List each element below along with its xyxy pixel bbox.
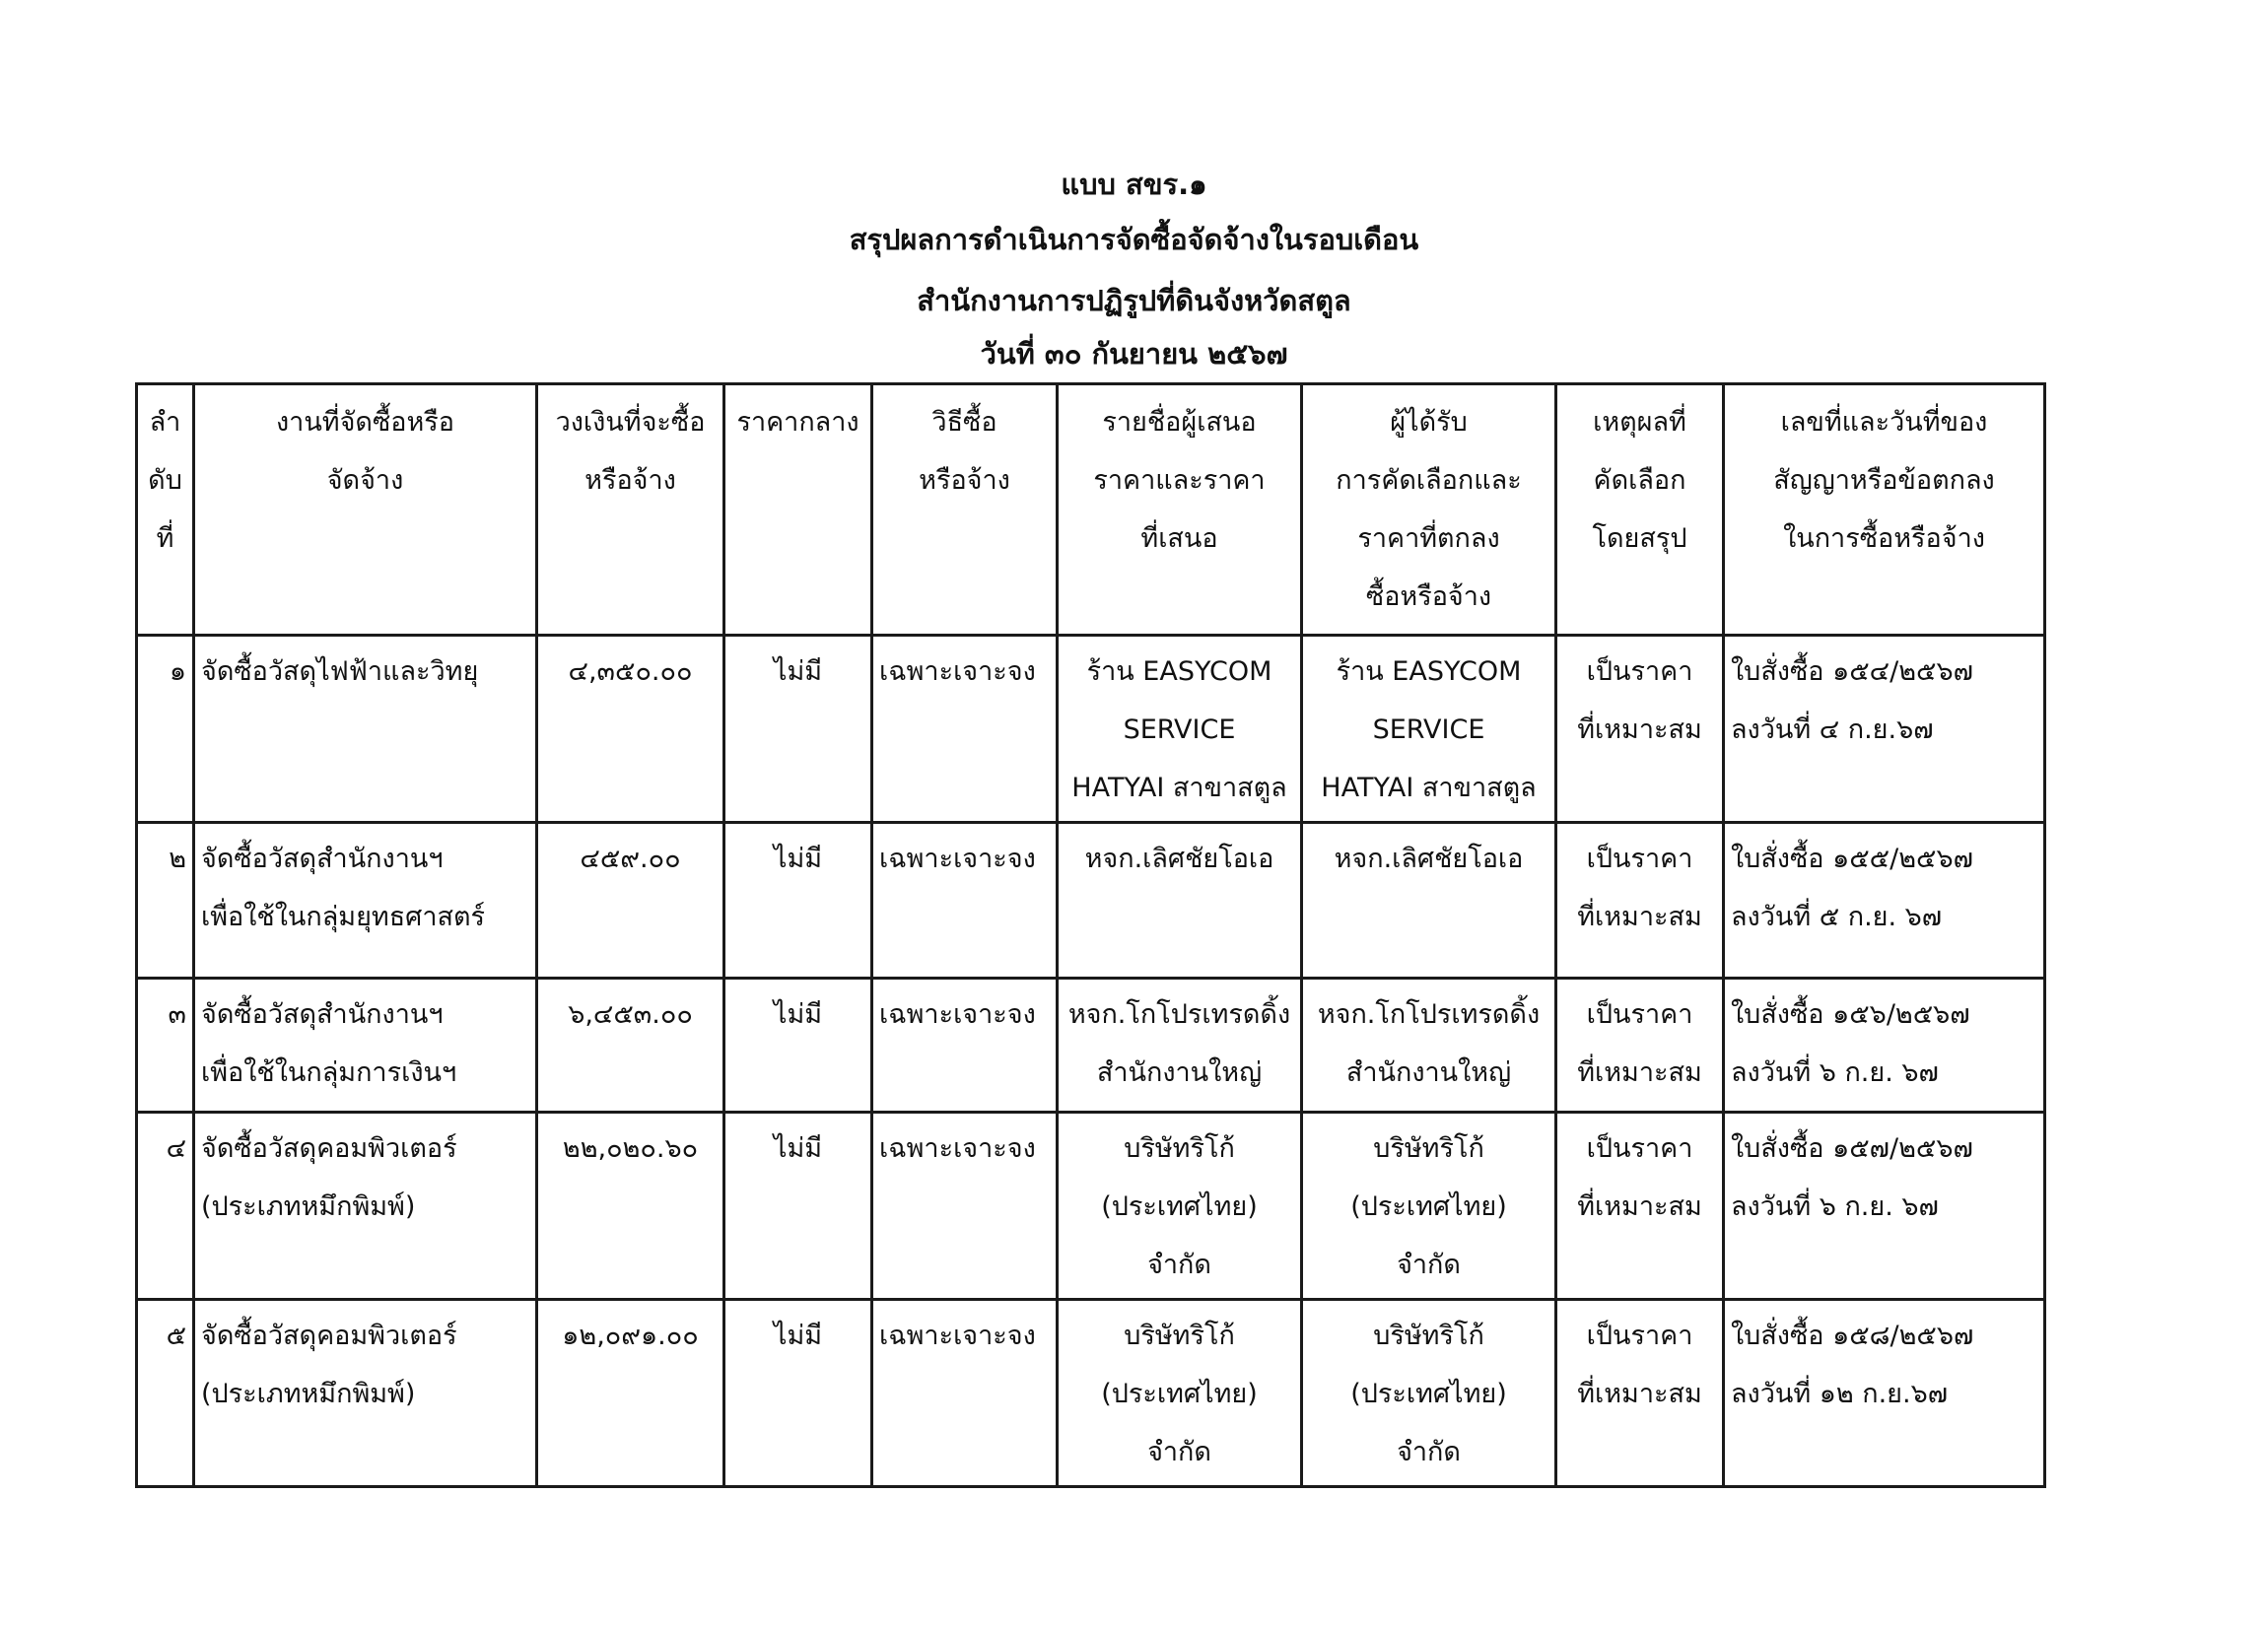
selected-vendor	[1302, 823, 1556, 979]
cell-line: (ประเทศไทย)	[1350, 1379, 1507, 1409]
cell-line: วงเงินที่จะซื้อ	[555, 407, 706, 438]
column-header-reason	[1556, 384, 1724, 636]
cell-line: (ประเทศไทย)	[1101, 1191, 1258, 1222]
cell-line: SERVICE	[1123, 714, 1236, 745]
document-date: วันที่ ๓๐ กันยายน ๒๕๖๗	[980, 337, 1288, 371]
cell-line: ลงวันที่ ๕ ก.ย. ๖๗	[1731, 902, 1943, 932]
cell-line: จัดซื้อวัสดุสำนักงานฯ	[201, 999, 444, 1030]
column-header-median-price	[724, 384, 872, 636]
cell-line: ดับ	[148, 465, 182, 496]
cell-line: ลำ	[149, 407, 181, 438]
selection-reason	[1556, 979, 1724, 1113]
cell-line: จัดซื้อวัสดุไฟฟ้าและวิทยุ	[201, 656, 479, 687]
cell-line: ใบสั่งซื้อ ๑๕๘/๒๕๖๗	[1731, 1321, 1974, 1351]
cell-line: หรือจ้าง	[919, 465, 1010, 496]
item-description	[194, 1113, 537, 1300]
cell-line: ร้าน EASYCOM	[1086, 656, 1272, 687]
cell-line: เป็นราคา	[1586, 656, 1693, 687]
cell-line: จัดซื้อวัสดุสำนักงานฯ	[201, 844, 444, 874]
cell-line: (ประเภทหมึกพิมพ์)	[201, 1379, 416, 1409]
cell-line: HATYAI สาขาสตูล	[1071, 773, 1287, 803]
cell-line: ที่เสนอ	[1140, 523, 1218, 554]
bidders	[1058, 636, 1302, 823]
cell-line: จำกัด	[1397, 1250, 1461, 1280]
selected-vendor	[1302, 636, 1556, 823]
median-price: ไม่มี	[724, 979, 872, 1113]
column-header-no	[137, 384, 194, 636]
contract-reference	[1724, 636, 2045, 823]
cell-line: หจก.โกโปรเทรดดิ้ง	[1067, 999, 1291, 1030]
cell-line: ลงวันที่ ๔ ก.ย.๖๗	[1731, 714, 1934, 745]
cell-line: ในการซื้อหรือจ้าง	[1783, 523, 1985, 554]
row-number: ๔	[137, 1113, 194, 1300]
cell-line: ใบสั่งซื้อ ๑๕๕/๒๕๖๗	[1731, 844, 1973, 874]
cell-line: สำนักงานใหญ่	[1096, 1057, 1263, 1088]
median-price: ไม่มี	[724, 636, 872, 823]
row-number: ๕	[137, 1300, 194, 1487]
budget-amount: ๔,๓๕๐.๐๐	[537, 636, 724, 823]
cell-line: ผู้ได้รับ	[1390, 407, 1468, 438]
table-row	[137, 823, 2045, 979]
cell-line: งานที่จัดซื้อหรือ	[275, 407, 454, 438]
cell-line: เหตุผลที่	[1593, 407, 1686, 438]
budget-amount: ๒๒,๐๒๐.๖๐	[537, 1113, 724, 1300]
cell-line: ราคาและราคา	[1093, 465, 1266, 496]
table-row	[137, 1300, 2045, 1487]
budget-amount: ๖,๔๕๓.๐๐	[537, 979, 724, 1113]
cell-line: เป็นราคา	[1586, 999, 1693, 1030]
cell-line: จัดจ้าง	[326, 465, 404, 496]
cell-line: การคัดเลือกและ	[1336, 465, 1522, 496]
item-description	[194, 1300, 537, 1487]
table-header-row	[137, 384, 2045, 636]
cell-line: เป็นราคา	[1586, 1133, 1693, 1164]
cell-line: (ประเภทหมึกพิมพ์)	[201, 1191, 416, 1222]
cell-line: (ประเทศไทย)	[1101, 1379, 1258, 1409]
budget-amount: ๑๒,๐๙๑.๐๐	[537, 1300, 724, 1487]
procurement-method: เฉพาะเจาะจง	[872, 636, 1058, 823]
procurement-method: เฉพาะเจาะจง	[872, 1300, 1058, 1487]
cell-line: เป็นราคา	[1586, 1321, 1693, 1351]
agency-name: สำนักงานการปฏิรูปที่ดินจังหวัดสตูล	[917, 284, 1351, 317]
row-number: ๓	[137, 979, 194, 1113]
column-header-budget	[537, 384, 724, 636]
cell-line: ใบสั่งซื้อ ๑๕๗/๒๕๖๗	[1731, 1133, 1973, 1164]
cell-line: ลงวันที่ ๖ ก.ย. ๖๗	[1731, 1057, 1939, 1088]
cell-line: ใบสั่งซื้อ ๑๕๔/๒๕๖๗	[1731, 656, 1973, 687]
cell-line: ลงวันที่ ๑๒ ก.ย.๖๗	[1731, 1379, 1949, 1409]
cell-line: ร้าน EASYCOM	[1336, 656, 1522, 687]
cell-line: ซื้อหรือจ้าง	[1365, 581, 1492, 612]
cell-line: สัญญาหรือข้อตกลง	[1773, 465, 1995, 496]
cell-line: เพื่อใช้ในกลุ่มการเงินฯ	[201, 1057, 457, 1088]
selected-vendor	[1302, 1300, 1556, 1487]
cell-line: โดยสรุป	[1592, 523, 1687, 554]
cell-line: จำกัด	[1147, 1250, 1211, 1280]
procurement-table	[135, 382, 2046, 1488]
cell-line: บริษัทริโก้	[1124, 1133, 1235, 1164]
cell-line: เลขที่และวันที่ของ	[1780, 407, 1988, 438]
selection-reason	[1556, 1300, 1724, 1487]
cell-line: (ประเทศไทย)	[1350, 1191, 1507, 1222]
selected-vendor	[1302, 1113, 1556, 1300]
column-header-winner	[1302, 384, 1556, 636]
cell-line: ที่เหมาะสม	[1577, 1057, 1702, 1088]
row-number: ๑	[137, 636, 194, 823]
median-price: ไม่มี	[724, 1300, 872, 1487]
budget-amount: ๔๕๙.๐๐	[537, 823, 724, 979]
cell-line: คัดเลือก	[1593, 465, 1686, 496]
contract-reference	[1724, 979, 2045, 1113]
cell-line: เป็นราคา	[1586, 844, 1693, 874]
cell-line: HATYAI สาขาสตูล	[1321, 773, 1537, 803]
contract-reference	[1724, 1300, 2045, 1487]
cell-line: ราคากลาง	[736, 407, 859, 438]
cell-line: บริษัทริโก้	[1124, 1321, 1235, 1351]
procurement-method: เฉพาะเจาะจง	[872, 823, 1058, 979]
cell-line: ที่เหมาะสม	[1577, 714, 1702, 745]
cell-line: รายชื่อผู้เสนอ	[1102, 407, 1257, 438]
column-header-bidders	[1058, 384, 1302, 636]
cell-line: สำนักงานใหญ่	[1345, 1057, 1512, 1088]
cell-line: จำกัด	[1397, 1437, 1461, 1467]
cell-line: จัดซื้อวัสดุคอมพิวเตอร์	[201, 1133, 457, 1164]
bidders	[1058, 823, 1302, 979]
table-row	[137, 979, 2045, 1113]
procurement-method: เฉพาะเจาะจง	[872, 1113, 1058, 1300]
contract-reference	[1724, 1113, 2045, 1300]
cell-line: ลงวันที่ ๖ ก.ย. ๖๗	[1731, 1191, 1939, 1222]
cell-line: วิธีซื้อ	[931, 407, 997, 438]
cell-line: ใบสั่งซื้อ ๑๕๖/๒๕๖๗	[1731, 999, 1970, 1030]
form-code: แบบ สขร.๑	[1061, 168, 1207, 201]
selection-reason	[1556, 636, 1724, 823]
median-price: ไม่มี	[724, 823, 872, 979]
cell-line: หจก.เลิศชัยโอเอ	[1084, 844, 1274, 874]
contract-reference	[1724, 823, 2045, 979]
bidders	[1058, 1300, 1302, 1487]
item-description	[194, 636, 537, 823]
cell-line: บริษัทริโก้	[1373, 1321, 1484, 1351]
column-header-contract	[1724, 384, 2045, 636]
cell-line: จำกัด	[1147, 1437, 1211, 1467]
bidders	[1058, 1113, 1302, 1300]
document-title: สรุปผลการดำเนินการจัดซื้อจัดจ้างในรอบเดือน	[849, 223, 1419, 256]
cell-line: หจก.เลิศชัยโอเอ	[1334, 844, 1524, 874]
cell-line: หจก.โกโปรเทรดดิ้ง	[1317, 999, 1541, 1030]
cell-line: ที่เหมาะสม	[1577, 1379, 1702, 1409]
item-description	[194, 823, 537, 979]
cell-line: ราคาที่ตกลง	[1357, 523, 1500, 554]
row-number: ๒	[137, 823, 194, 979]
table-row	[137, 1113, 2045, 1300]
selection-reason	[1556, 1113, 1724, 1300]
procurement-method: เฉพาะเจาะจง	[872, 979, 1058, 1113]
cell-line: จัดซื้อวัสดุคอมพิวเตอร์	[201, 1321, 457, 1351]
cell-line: SERVICE	[1372, 714, 1485, 745]
cell-line: บริษัทริโก้	[1373, 1133, 1484, 1164]
cell-line: หรือจ้าง	[584, 465, 676, 496]
cell-line: เพื่อใช้ในกลุ่มยุทธศาสตร์	[201, 902, 485, 932]
column-header-item	[194, 384, 537, 636]
selected-vendor	[1302, 979, 1556, 1113]
median-price: ไม่มี	[724, 1113, 872, 1300]
column-header-method	[872, 384, 1058, 636]
item-description	[194, 979, 537, 1113]
selection-reason	[1556, 823, 1724, 979]
table-row	[137, 636, 2045, 823]
cell-line: ที่เหมาะสม	[1577, 1191, 1702, 1222]
bidders	[1058, 979, 1302, 1113]
cell-line: ที่เหมาะสม	[1577, 902, 1702, 932]
cell-line: ที่	[156, 523, 174, 554]
